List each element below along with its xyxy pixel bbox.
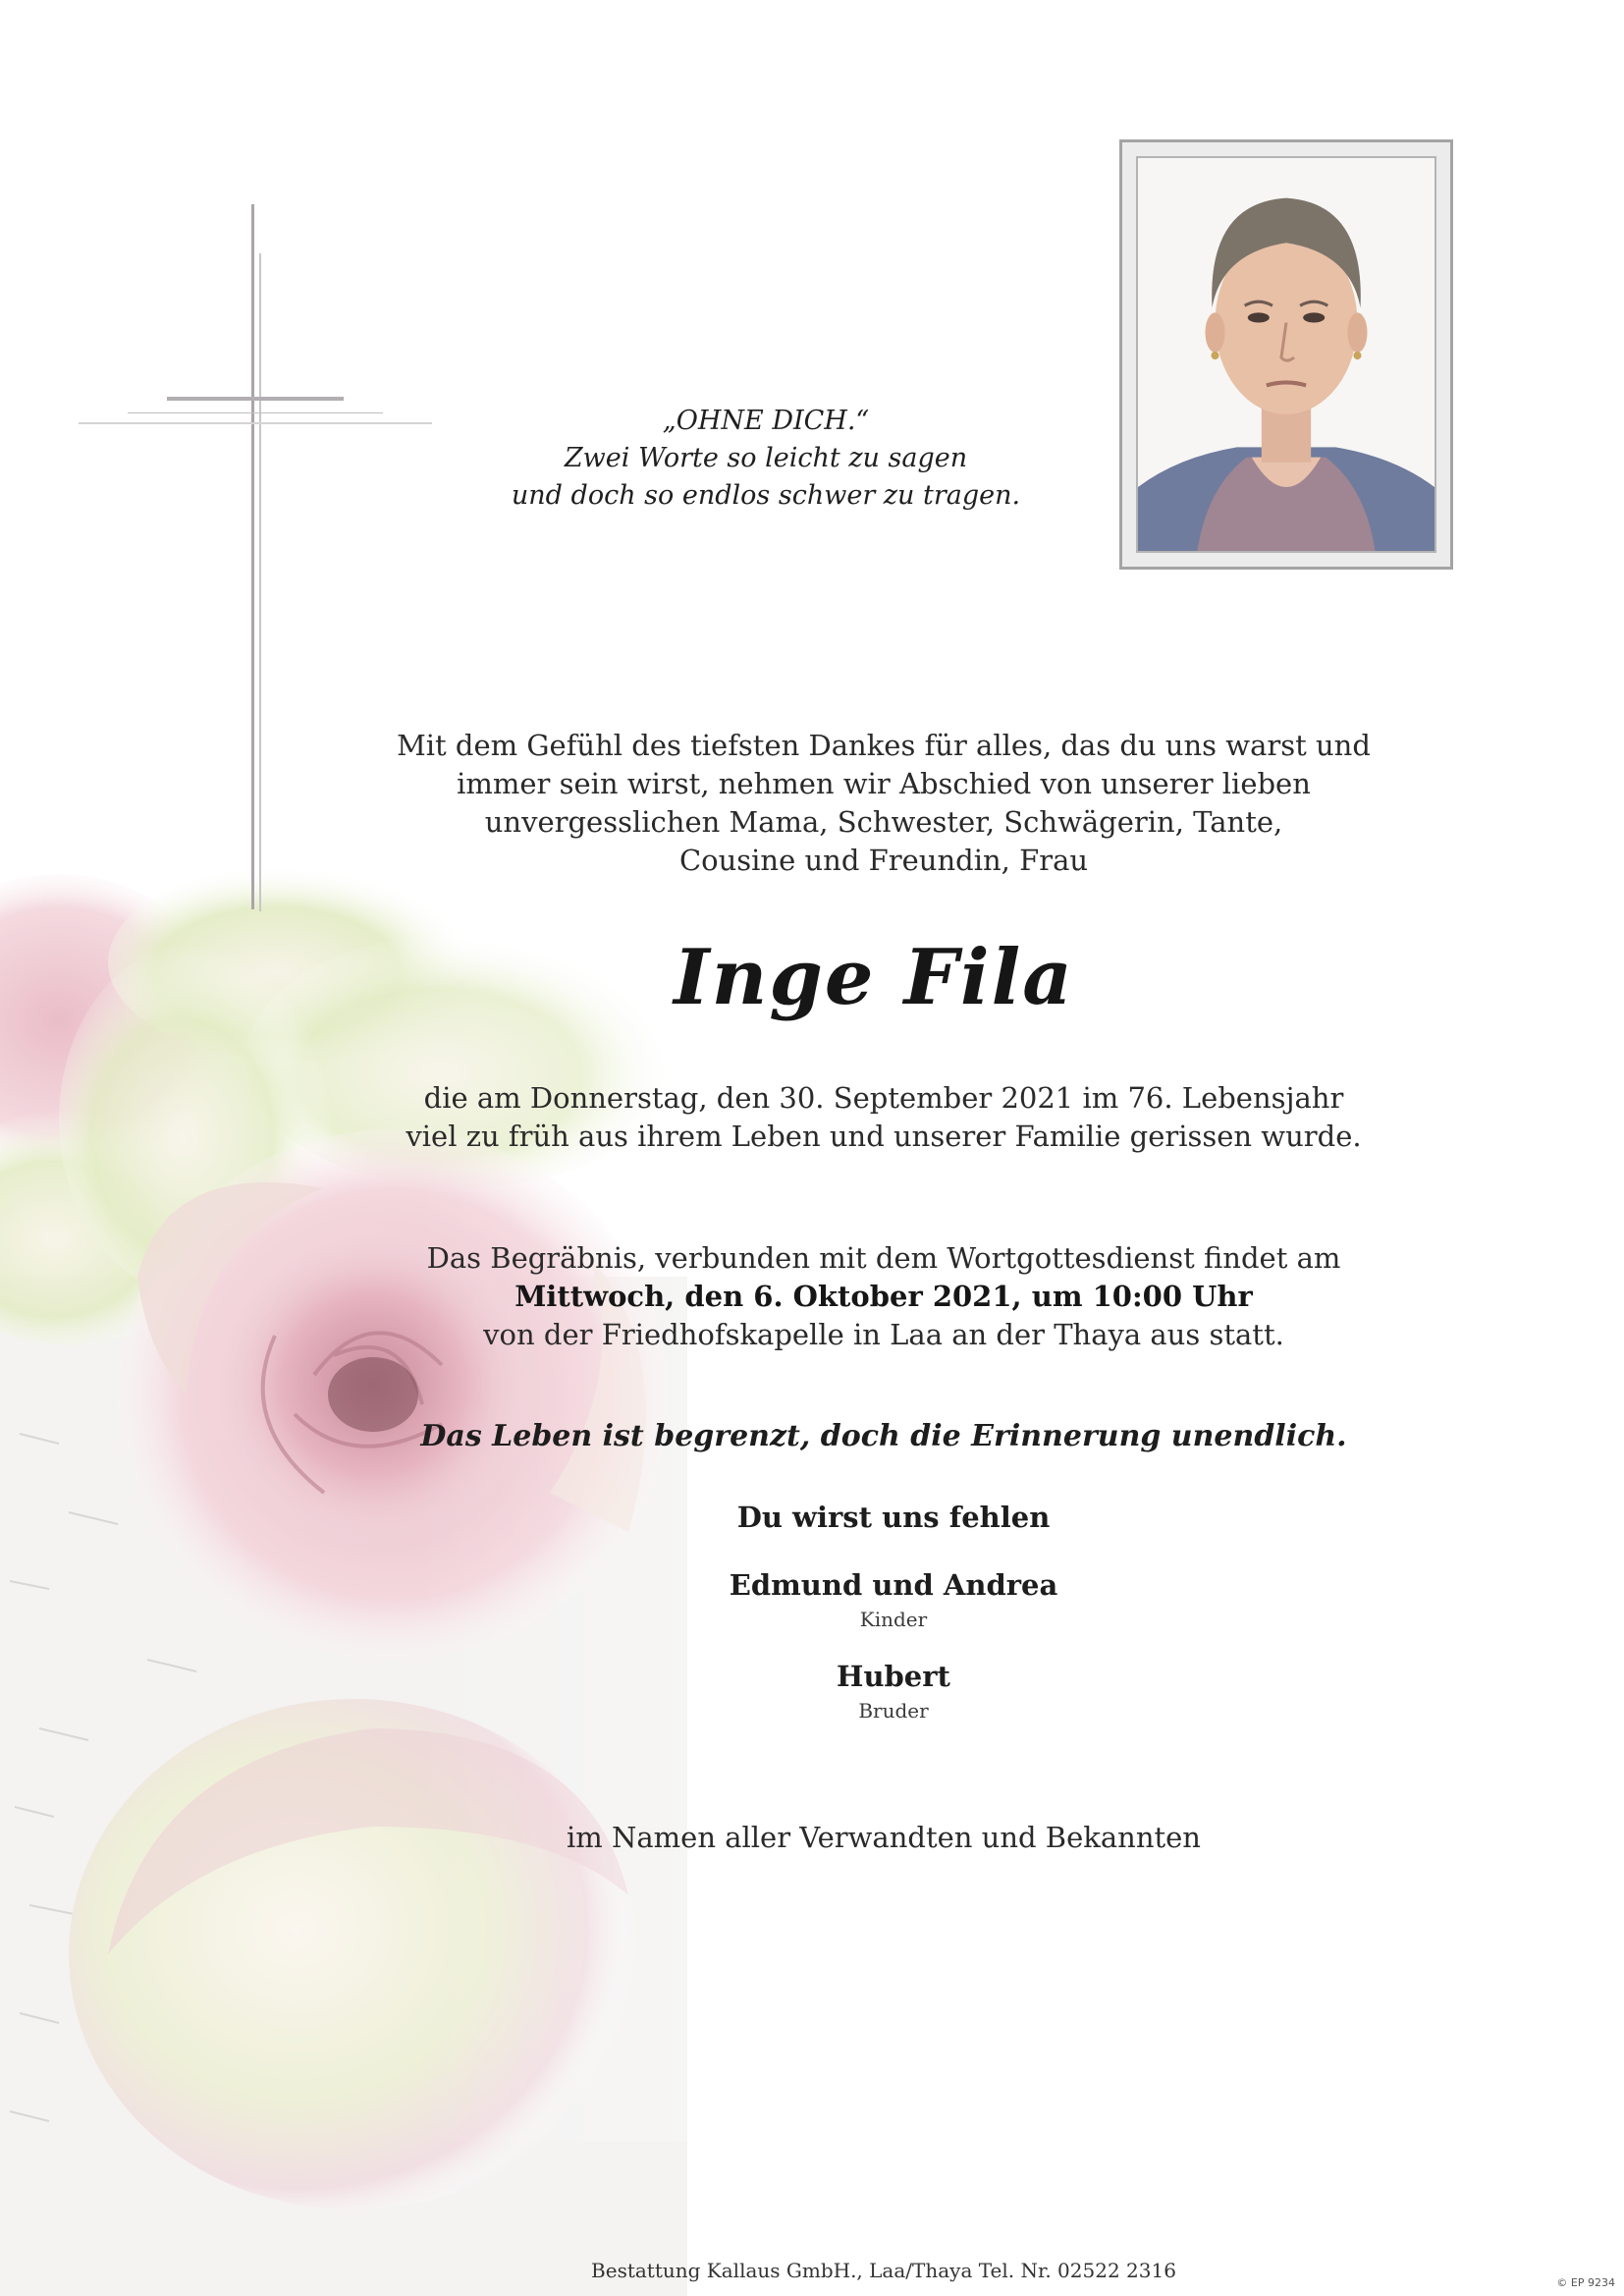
cross-horizontal-line-long [79,422,432,424]
funeral-line-1: Das Begräbnis, verbunden mit dem Wortgottesdienst findet am [426,1241,1341,1275]
funeral-line-3: von der Friedhofskapelle in Laa an der Thaya aus statt. [483,1318,1284,1351]
memorial-motto: Das Leben ist begrenzt, doch die Erinnerung unendlich. [420,1419,1347,1453]
mourner-names: Edmund und Andrea [729,1568,1058,1602]
closing-line: im Namen aller Verwandten und Bekannten [567,1821,1201,1854]
portrait-photo-frame [1119,139,1453,570]
mourners-intro: Du wirst uns fehlen [736,1501,1051,1534]
intro-line-3: unvergesslichen Mama, Schwester, Schwägerin, Tante, [484,805,1283,839]
quote-line-3: und doch so endlos schwer zu tragen. [511,480,1021,511]
mourner-relation: Bruder [858,1699,929,1722]
cross-vertical-shadow [259,253,261,911]
print-code: © EP 9234 [1556,2276,1615,2289]
funeral-home-footer: Bestattung Kallaus GmbH., Laa/Thaya Tel. Nr. 02522 2316 [591,2259,1176,2282]
intro-line-2: immer sein wirst, nehmen wir Abschied von unserer lieben [457,767,1311,800]
opening-quote [471,403,1060,515]
deceased-name: Inge Fila [674,933,1074,1022]
death-notice [373,1079,1394,1156]
intro-line-1: Mit dem Gefühl des tiefsten Dankes für alles, das du uns warst und [397,729,1371,762]
cross-horizontal-line [128,412,383,413]
intro-line-4: Cousine und Freundin, Frau [678,844,1089,877]
death-line-1: die am Donnerstag, den 30. September 2021 im 76. Lebensjahr [423,1081,1344,1115]
death-line-2: viel zu früh aus ihrem Leben und unserer Familie gerissen wurde. [406,1120,1362,1153]
mourner-relation: Kinder [859,1608,928,1631]
funeral-info [373,1239,1394,1354]
funeral-date-time: Mittwoch, den 6. Oktober 2021, um 10:00 Uhr [514,1280,1253,1313]
quote-line-1: „OHNE DICH.“ [662,406,870,436]
cross-vertical-bar [251,204,254,909]
quote-line-2: Zwei Worte so leicht zu sagen [564,443,968,473]
intro-paragraph [373,727,1394,880]
mourner-names: Hubert [837,1660,950,1693]
cross-horizontal-bar [167,397,344,401]
portrait-photo [1136,156,1436,553]
